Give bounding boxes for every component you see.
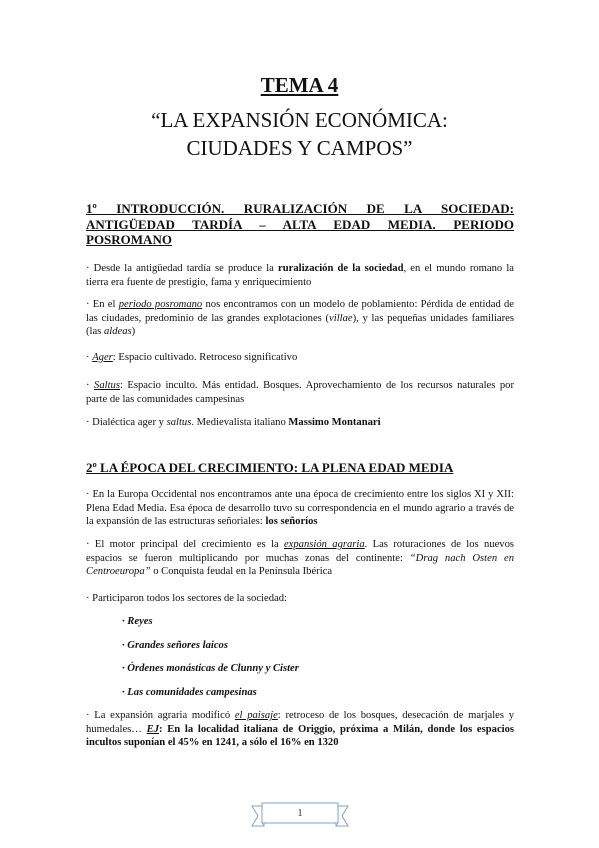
list-item: · Reyes	[122, 616, 153, 627]
s2p2-italic-quote: “Drag nach Osten en Centroeuropa”	[86, 552, 514, 578]
s2p2-text-c: . Las roturaciones de los nuevos espacios se fueron multiplicando por muchas zonas del continente:	[86, 539, 515, 564]
s1p2-italic-aldeas: aldeas	[103, 326, 132, 338]
main-title	[0, 106, 599, 162]
s2p4-underlined-ej: EJ	[146, 723, 159, 735]
s1p3-text-c: : Espacio cultivado. Retroceso significativo	[112, 352, 298, 363]
section-1-paragraph-5	[86, 416, 514, 430]
list-item: · Las comunidades campesinas	[122, 687, 257, 698]
page-number: 1	[297, 807, 303, 819]
section-1-paragraph-3	[86, 351, 514, 365]
section-1-heading: 1º INTRODUCCIÓN. RURALIZACIÓN DE LA SOCIEDAD: ANTIGÜEDAD TARDÍA – ALTA EDAD MEDIA. PERIODO POSROMANO	[86, 201, 514, 247]
s1p2-underlined: periodo posromano	[118, 299, 203, 310]
s1p2-text-g: )	[131, 326, 136, 338]
s1p5-text-c: . Medievalista italiano	[191, 417, 289, 428]
s2p4-text-a: · La expansión agraria modificó	[86, 710, 235, 721]
main-title-line1: “LA EXPANSIÓN ECONÓMICA:	[151, 108, 448, 132]
s1p2-text-a: · En el	[86, 299, 119, 310]
s1p1-bold: ruralización de la sociedad	[278, 263, 404, 274]
s2p4-bold-text: : En la localidad italiana de Origgio, próxima a Milán, donde los espacios incultos suponían el 45% en 1241, a sólo el 16% en 1320	[86, 723, 515, 749]
s1p3-underlined: Ager	[92, 352, 113, 363]
list-item: · Grandes señores laicos	[122, 640, 228, 651]
main-title-line2: CIUDADES Y CAMPOS”	[186, 136, 413, 160]
section-1-paragraph-4	[86, 379, 514, 406]
s1p3-text-a: ·	[86, 352, 93, 363]
section-2-paragraph-1	[86, 488, 514, 529]
section-1	[86, 201, 514, 248]
section-2-paragraph-4	[86, 709, 514, 750]
s2p2-text-e: o Conquista feudal en la Península Ibérica	[150, 566, 333, 578]
s1p1-text-a: · Desde la antigüedad tardía se produce la	[86, 263, 279, 274]
s2p3-text: · Participaron todos los sectores de la sociedad:	[86, 593, 287, 604]
s2p2-text-a: · El motor principal del crecimiento es la	[86, 539, 284, 550]
s1p5-text-a: · Dialéctica ager y	[86, 417, 167, 428]
s1p4-text-a: ·	[86, 380, 95, 391]
s1p5-italic: saltus	[166, 417, 192, 428]
page-number-ribbon	[250, 800, 350, 830]
s2p2-underlined: expansión agraria	[283, 539, 365, 550]
section-2-paragraph-3	[86, 592, 514, 606]
s1p1-text-c: , en el mundo romano la tierra era fuente de prestigio, fama y enriquecimiento	[86, 263, 514, 288]
s2p1-text-a: · En la Europa Occidental nos encontramos ante una época de crecimiento entre los siglos XI y XII: Plena Edad Media. Esa época de desarrollo tuvo su correspondencia en el mundo agrario a través de la expansión de las estructuras señoriales:	[86, 489, 514, 528]
section-1-paragraph-2	[86, 298, 514, 339]
s1p2-text-e: ), y las pequeñas unidades familiares (las	[86, 312, 514, 338]
s1p4-text-c: : Espacio inculto. Más entidad. Bosques. Aprovechamiento de los recursos naturales por parte de las comunidades campesinas	[86, 380, 514, 405]
s2p1-bold: los señoríos	[265, 516, 318, 528]
s1p5-bold: Massimo Montanari	[288, 417, 381, 428]
s2p4-text-c: : retroceso de los bosques, desecación de marjales y humedales…	[86, 710, 514, 735]
s1p2-text-c: nos encontramos con un modelo de poblamiento: Pérdida de entidad de las ciudades, predominio de las grandes explotaciones (	[86, 299, 514, 324]
s1p4-underlined: Saltus	[94, 380, 120, 391]
section-2-heading: 2º LA ÉPOCA DEL CRECIMIENTO: LA PLENA EDAD MEDIA	[86, 460, 454, 475]
title-block	[0, 72, 599, 162]
s2p4-underlined: el paisaje	[234, 710, 278, 721]
s1p2-italic-villae: villae	[329, 312, 353, 324]
tema-heading: TEMA 4	[260, 73, 339, 97]
list-item: · Órdenes monásticas de Clunny y Cister	[122, 663, 299, 674]
section-2	[86, 460, 514, 476]
section-2-paragraph-2	[86, 538, 514, 579]
section-1-paragraph-1	[86, 262, 514, 289]
